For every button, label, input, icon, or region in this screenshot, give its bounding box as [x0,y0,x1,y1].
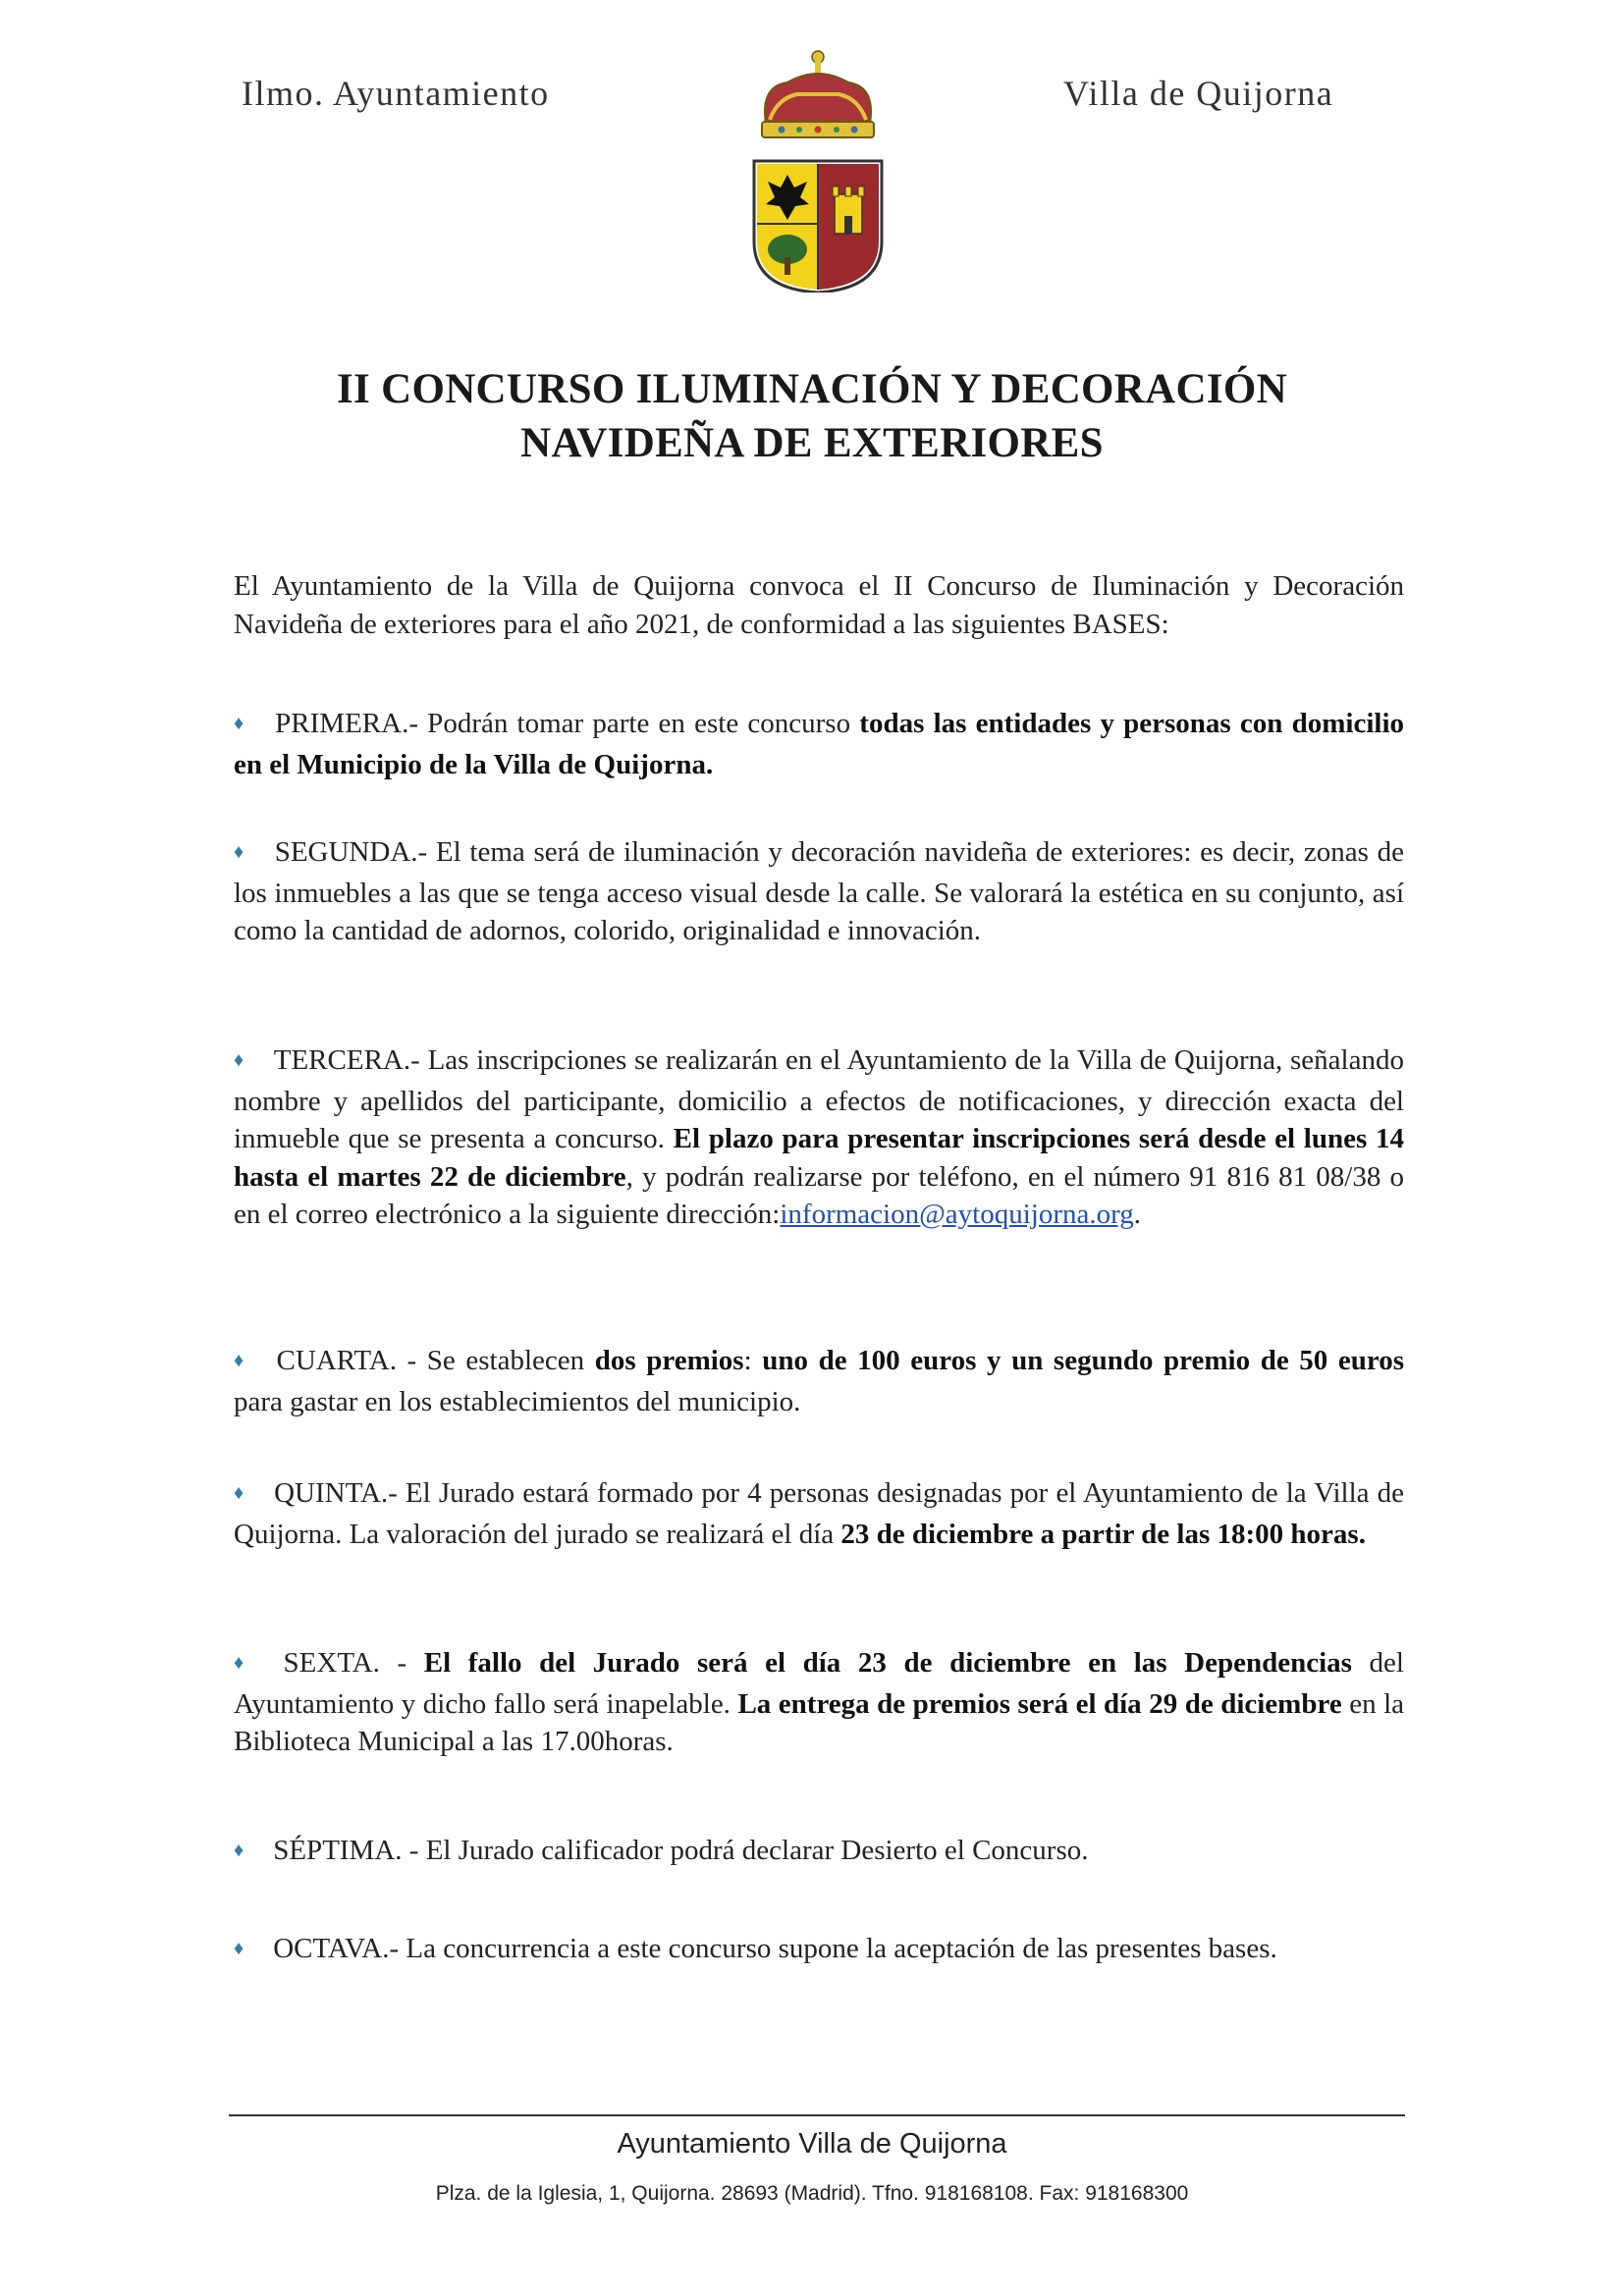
base-cuarta: ♦ CUARTA. - Se establecen dos premios: uno de 100 euros y un segundo premio de 50 euros para gastar en los establecimientos del municipio. [234,1345,1404,1417]
diamond-bullet-icon: ♦ [234,1938,244,1959]
diamond-bullet-icon: ♦ [234,1482,245,1504]
base-segunda: ♦ SEGUNDA.- El tema será de iluminación y decoración navideña de exteriores: es decir, zonas de los inmuebles a las que se tenga acceso visual desde la calle. Se valorará la estética en su conjunto, así como la cantidad de adornos, colorido, originalidad e innovación. [234,836,1404,946]
base-label: PRIMERA. [275,708,409,739]
document-title-line-2: NAVIDEÑA DE EXTERIORES [520,420,1104,466]
document-title-line-1: II CONCURSO ILUMINACIÓN Y DECORACIÓN [336,366,1287,412]
coat-of-arms-icon [748,47,888,293]
header-town-name: Villa de Quijorna [1063,74,1334,113]
base-label: SÉPTIMA. [273,1835,403,1866]
diamond-bullet-icon: ♦ [234,1840,244,1861]
diamond-bullet-icon: ♦ [234,841,245,863]
base-label: CUARTA. [276,1345,397,1376]
base-label: QUINTA. [274,1477,389,1509]
diamond-bullet-icon: ♦ [234,1652,254,1674]
base-tercera: ♦ TERCERA.- Las inscripciones se realizarán en el Ayuntamiento de la Villa de Quijorna, señalando nombre y apellidos del participante, domicilio a efectos de notificaciones, y dirección exacta del inmueble que se presenta a concurso. El plazo para presentar inscripciones será desde el lunes 14 hasta el martes 22 de diciembre, y podrán realizarse por teléfono, en el número 91 816 81 08/38 o en el correo electrónico a la siguiente dirección:informacion@aytoquijorna.org. [234,1044,1404,1230]
base-sexta: ♦ SEXTA. - El fallo del Jurado será el día 23 de diciembre en las Dependencias del Ayuntamiento y dicho fallo será inapelable. La entrega de premios será el día 29 de diciembre en la Biblioteca Municipal a las 17.00horas. [234,1647,1404,1757]
base-quinta: ♦ QUINTA.- El Jurado estará formado por 4 personas designadas por el Ayuntamiento de la Villa de Quijorna. La valoración del jurado se realizará el día 23 de diciembre a partir de las 18:00 horas. [234,1477,1404,1550]
base-label: SEXTA. [283,1647,380,1679]
intro-paragraph: El Ayuntamiento de la Villa de Quijorna convoca el II Concurso de Iluminación y Decoración Navideña de exteriores para el año 2021, de conformidad a las siguientes BASES: [234,570,1404,640]
diamond-bullet-icon: ♦ [234,1350,247,1371]
base-primera: ♦ PRIMERA.- Podrán tomar parte en este concurso todas las entidades y personas con domicilio en el Municipio de la Villa de Quijorna. [234,708,1404,780]
base-octava: ♦ OCTAVA.- La concurrencia a este concurso supone la aceptación de las presentes bases. [234,1933,1277,1964]
base-label: OCTAVA. [273,1933,390,1964]
footer-address: Plza. de la Iglesia, 1, Quijorna. 28693 (Madrid). Tfno. 918168108. Fax: 918168300 [435,2182,1189,2205]
email-link[interactable]: informacion@aytoquijorna.org [780,1199,1134,1230]
footer-organization: Ayuntamiento Villa de Quijorna [617,2128,1007,2160]
base-label: TERCERA. [273,1044,411,1076]
header-municipality-title: Ilmo. Ayuntamiento [242,74,550,113]
base-septima: ♦ SÉPTIMA. - El Jurado calificador podrá declarar Desierto el Concurso. [234,1835,1089,1866]
diamond-bullet-icon: ♦ [234,713,246,734]
footer-divider [229,2114,1405,2116]
base-label: SEGUNDA. [274,836,418,868]
diamond-bullet-icon: ♦ [234,1049,244,1071]
